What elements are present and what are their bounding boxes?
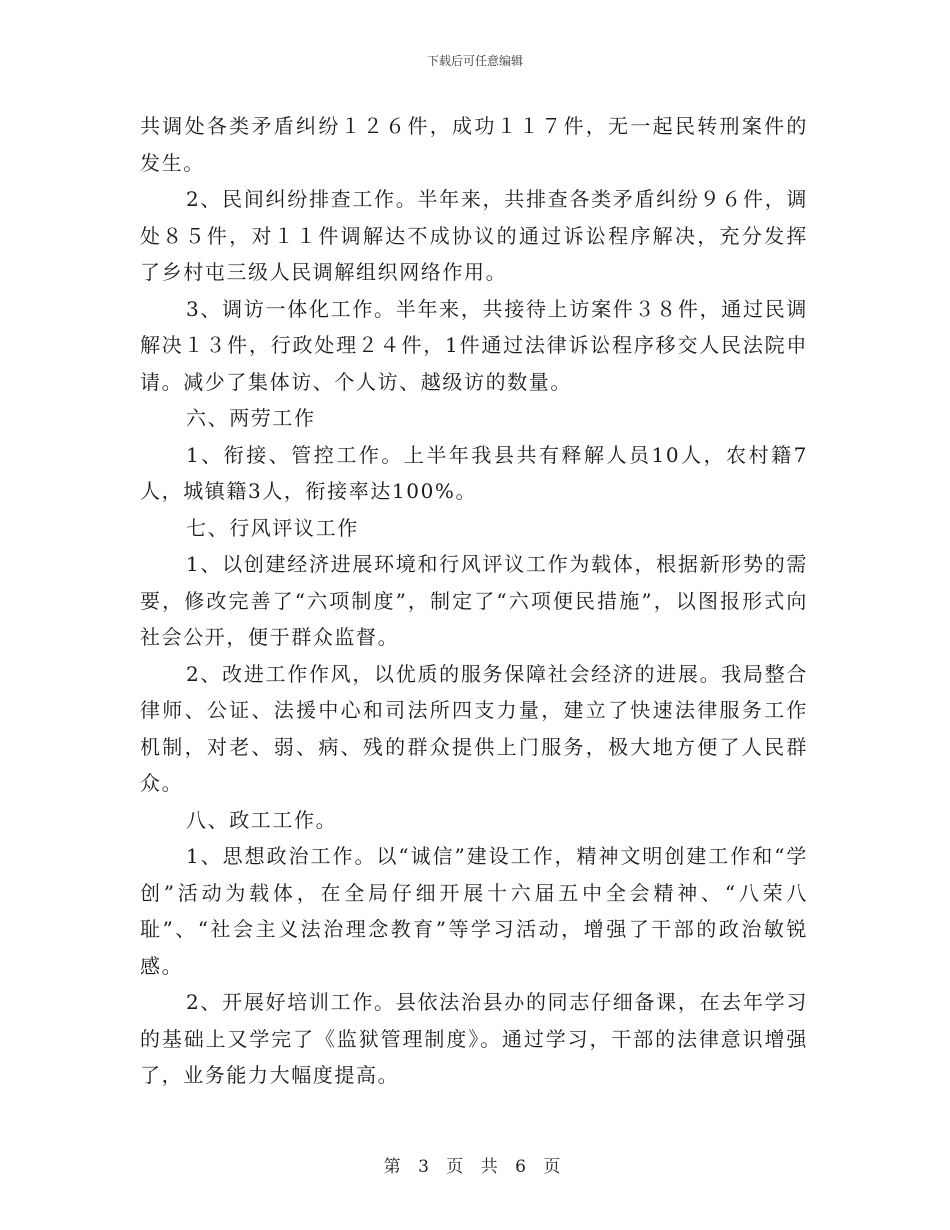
section-heading-8: 八、政工工作。 <box>186 807 338 832</box>
section-heading-7: 七、行风评议工作 <box>186 515 359 540</box>
paragraph-7: 1、以创建经济进展环境和行风评议工作为载体，根据新形势的需要，修改完善了“六项制度”，制定了“六项便民措施”，以图报形式向社会公开，便于群众监督。 <box>140 552 808 649</box>
document-body <box>140 108 808 1094</box>
paragraph-10: 1、思想政治工作。以“诚信”建设工作，精神文明创建工作和“学创”活动为载体，在全局仔细开展十六届五中全会精神、“八荣八耻”、“社会主义法治理念教育”等学习活动，增强了干部的政治敏锐感。 <box>140 844 808 978</box>
page-number-footer: 第 3 页 共 6 页 <box>383 1157 567 1177</box>
paragraph-8: 2、改进工作作风，以优质的服务保障社会经济的进展。我局整合律师、公证、法援中心和司法所四支力量，建立了快速法律服务工作机制，对老、弱、病、残的群众提供上门服务，极大地方便了人民群众。 <box>140 661 808 795</box>
page-header: 下载后可任意编辑 <box>426 54 523 68</box>
section-heading-6: 六、两劳工作 <box>186 406 316 430</box>
paragraph-1: 共调处各类矛盾纠纷１２６件，成功１１７件，无一起民转刑案件的发生。 <box>140 114 808 175</box>
paragraph-11: 2、开展好培训工作。县依法治县办的同志仔细备课，在去年学习的基础上又学完了《监狱管理制度》。通过学习，干部的法律意识增强了，业务能力大幅度提高。 <box>140 990 808 1087</box>
paragraph-3: 3、调访一体化工作。半年来，共接待上访案件３８件，通过民调解决１３件，行政处理２４件，1件通过法律诉讼程序移交人民法院申请。减少了集体访、个人访、越级访的数量。 <box>140 296 808 394</box>
paragraph-5: 1、衔接、管控工作。上半年我县共有释解人员10人，农村籍7人，城镇籍3人，衔接率达100%。 <box>140 442 808 503</box>
paragraph-2: 2、民间纠纷排查工作。半年来，共排查各类矛盾纠纷９６件，调处８５件，对１１件调解达不成协议的通过诉讼程序解决，充分发挥了乡村屯三级人民调解组织网络作用。 <box>140 187 808 284</box>
